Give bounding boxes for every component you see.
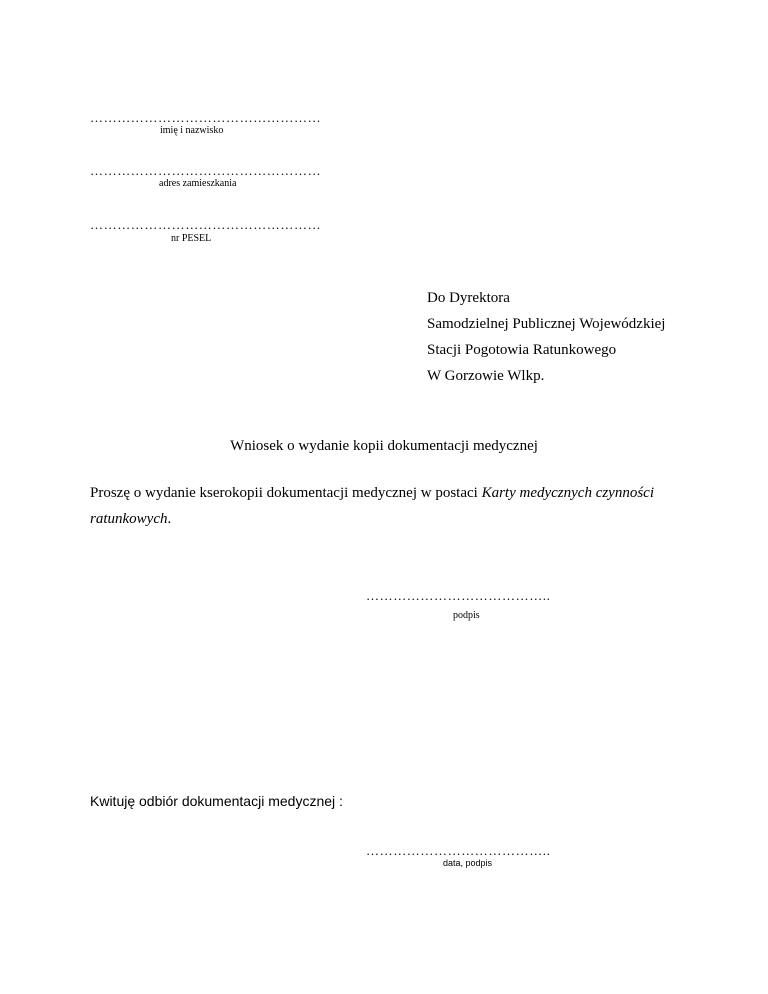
recipient-line-4: W Gorzowie Wlkp. <box>427 368 545 384</box>
signature-caption: podpis <box>453 610 480 621</box>
receipt-signature-line: ………………………………….. <box>366 843 551 858</box>
document-title: Wniosek o wydanie kopii dokumentacji medycznej <box>230 438 538 454</box>
recipient-line-3: Stacji Pogotowia Ratunkowego <box>427 342 617 358</box>
receipt-signature-caption: data, podpis <box>443 858 493 868</box>
pesel-field-caption: nr PESEL <box>171 233 212 244</box>
address-field-line: …………………………………………… <box>90 163 322 178</box>
pesel-field-line: …………………………………………… <box>90 217 322 232</box>
request-text: Proszę o wydanie kserokopii dokumentacji medycznej w postaci <box>90 485 482 501</box>
request-form-name-part-2: ratunkowych <box>90 511 168 527</box>
recipient-line-1: Do Dyrektora <box>427 290 510 306</box>
signature-line: ………………………………….. <box>366 588 551 603</box>
recipient-line-2: Samodzielnej Publicznej Wojewódzkiej <box>427 316 666 332</box>
request-paragraph-line-1 <box>90 485 654 502</box>
request-end-punctuation: . <box>167 511 172 527</box>
receipt-statement: Kwituję odbiór dokumentacji medycznej : <box>90 793 343 809</box>
name-field-caption: imię i nazwisko <box>160 125 224 136</box>
request-form-name-part-1: Karty medycznych czynności <box>481 485 655 501</box>
request-paragraph-line-2 <box>90 511 171 528</box>
name-field-line: …………………………………………… <box>90 110 322 125</box>
address-field-caption: adres zamieszkania <box>159 178 237 189</box>
